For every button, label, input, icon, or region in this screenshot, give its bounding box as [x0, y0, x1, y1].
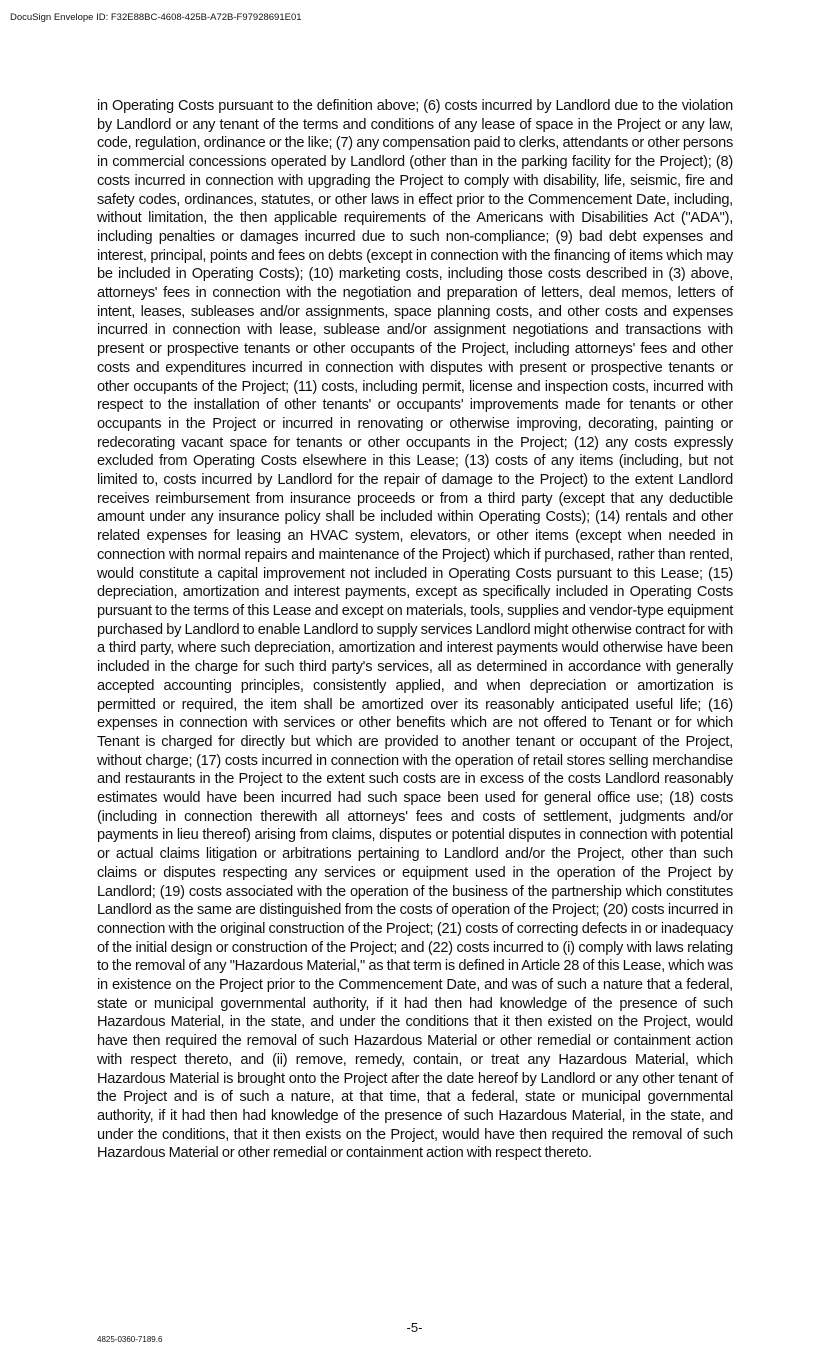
page-number: -5-	[406, 1320, 423, 1335]
document-number: 4825-0360-7189.6	[97, 1335, 163, 1344]
lease-body-paragraph: in Operating Costs pursuant to the definition above; (6) costs incurred by Landlord due to the violation by Landlord or any tenant of the terms and conditions of any lease of space in the Project or any law, code, regulation, ordinance or the like; (7) any compensation paid to clerks, attendants or other persons in commercial concessions operated by Landlord (other than in the parking facility for the Project); (8) costs incurred in connection with upgrading the Project to comply with disability, life, seismic, fire and safety codes, ordinances, statutes, or other laws in effect prior to the Commencement Date, including, without limitation, the then applicable requirements of the Americans with Disabilities Act ("ADA"), including penalties or damages incurred due to such non-compliance; (9) bad debt expenses and interest, principal, points and fees on debts (except in connection with the financing of items which may be included in Operating Costs); (10) marketing costs, including those costs described in (3) above, attorneys' fees in connection with the negotiation and preparation of letters, deal memos, letters of intent, leases, subleases and/or assignments, space planning costs, and other costs and expenses incurred in connection with lease, sublease and/or assignment negotiations and transactions with present or prospective tenants or other occupants of the Project, including attorneys' fees and other costs and expenditures incurred in connection with disputes with present or prospective tenants or other occupants of the Project; (11) costs, including permit, license and inspection costs, incurred with respect to the installation of other tenants' or occupants' improvements made for tenants or other occupants in the Project or incurred in renovating or otherwise improving, decorating, painting or redecorating vacant space for tenants or other occupants in the Project; (12) any costs expressly excluded from Operating Costs elsewhere in this Lease; (13) costs of any items (including, but not limited to, costs incurred by Landlord for the repair of damage to the Project) to the extent Landlord receives reimbursement from insurance proceeds or from a third party (except that any deductible amount under any insurance policy shall be included within Operating Costs); (14) rentals and other related expenses for leasing an HVAC system, elevators, or other items (except when needed in connection with normal repairs and maintenance of the Project) which if purchased, rather than rented, would constitute a capital improvement not included in Operating Costs pursuant to this Lease; (15) depreciation, amortization and interest payments, except as specifically included in Operating Costs pursuant to the terms of this Lease and except on materials, tools, supplies and vendor-type equipment purchased by Landlord to enable Landlord to supply services Landlord might otherwise contract for with a third party, where such depreciation, amortization and interest payments would otherwise have been included in the charge for such third party's services, all as determined in accordance with generally accepted accounting principles, consistently applied, and when depreciation or amortization is permitted or required, the item shall be amortized over its reasonably anticipated useful life; (16) expenses in connection with services or other benefits which are not offered to Tenant or for which Tenant is charged for directly but which are provided to another tenant or occupant of the Project, without charge; (17) costs incurred in connection with the operation of retail stores selling merchandise and restaurants in the Project to the extent such costs are in excess of the costs Landlord reasonably estimates would have been incurred had such space been used for general office use; (18) costs (including in connection therewith all attorneys' fees and costs of settlement, judgments and/or payments in lieu thereof) arising from claims, disputes or potential disputes in connection with potential or actual claims litigation or arbitrations pertaining to Landlord and/or the Project, other than such claims or disputes respecting any services or equipment used in the operation of the Project by Landlord; (19) costs associated with the operation of the business of the partnership which constitutes Landlord as the same are distinguished from the costs of operation of the Project; (20) costs incurred in connection with the original construction of the Project; (21) costs of correcting defects in or inadequacy of the initial design or construction of the Project; and (22) costs incurred to (i) comply with laws relating to the removal of any "Hazardous Material," as that term is defined in Article 28 of this Lease, which was in existence on the Project prior to the Commencement Date, and was of such a nature that a federal, state or municipal governmental authority, if it had then had knowledge of the presence of such Hazardous Material, in the state, and under the conditions that it then existed on the Project, would have then required the removal of such Hazardous Material or other remedial or containment action with respect thereto, and (ii) remove, remedy, contain, or treat any Hazardous Material, which Hazardous Material is brought onto the Project after the date hereof by Landlord or any other tenant of the Project and is of such a nature, at that time, that a federal, state or municipal governmental authority, if it had then had knowledge of the presence of such Hazardous Material, in the state, and under the conditions, that it then exists on the Project, would have then required the removal of such Hazardous Material or other remedial or containment action with respect thereto.	[97, 98, 733, 1162]
envelope-id-header: DocuSign Envelope ID: F32E88BC-4608-425B-A72B-F97928691E01	[10, 12, 302, 23]
